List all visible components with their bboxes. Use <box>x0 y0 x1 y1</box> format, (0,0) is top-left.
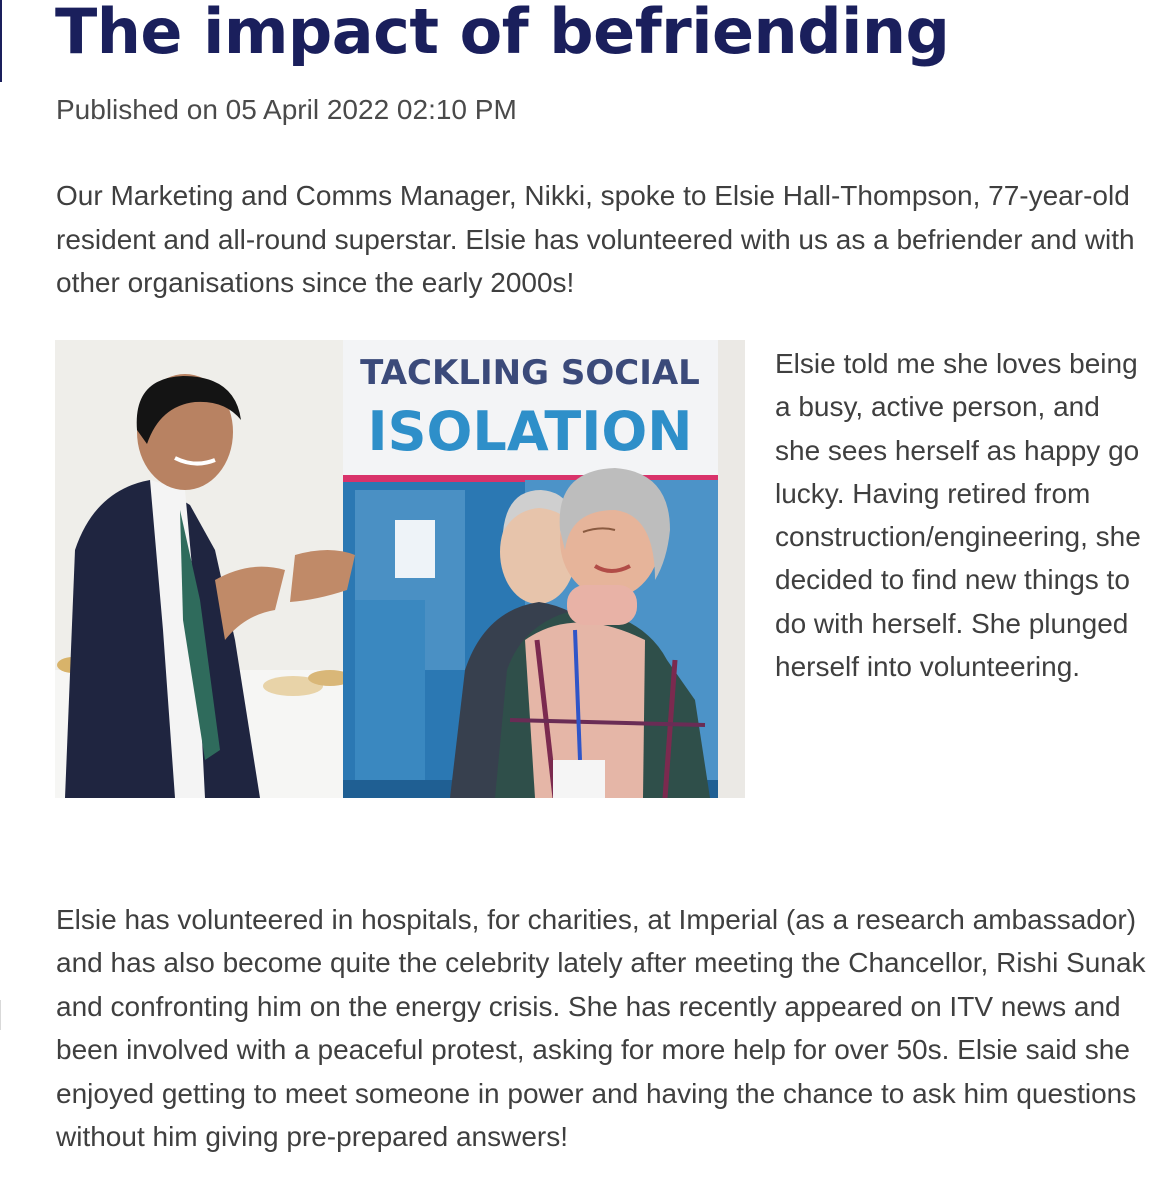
banner-line-2: ISOLATION <box>367 400 693 463</box>
banner-line-1: TACKLING SOCIAL <box>360 353 700 393</box>
left-edge-accent <box>0 0 2 82</box>
left-edge-divider <box>0 1000 1 1030</box>
publish-date: Published on 05 April 2022 02:10 PM <box>56 94 517 125</box>
body-paragraph: Elsie has volunteered in hospitals, for charities, at Imperial (as a research ambassador) and has also become quite the celebrity lately after meeting the Chancellor, Rishi Sunak and confronting him on the energy crisis. She has recently appeared on ITV news and been involved with a peaceful protest, asking for more help for over 50s. Elsie said she enjoyed getting to meet someone in power and having the chance to ask him questions without him giving pre-prepared answers! <box>56 904 1146 1153</box>
article-photo <box>55 340 745 798</box>
side-paragraph: Elsie told me she loves being a busy, active person, and she sees herself as happy go lucky. Having retired from construction/engineering, she decided to find new things to do with herself. She plunged herself into volunteering. <box>775 348 1141 683</box>
intro-paragraph: Our Marketing and Comms Manager, Nikki, spoke to Elsie Hall-Thompson, 77-year-old resident and all-round superstar. Elsie has volunteered with us as a befriender and with other organisations since the early 2000s! <box>56 180 1135 298</box>
article-title: The impact of befriending <box>55 0 950 68</box>
